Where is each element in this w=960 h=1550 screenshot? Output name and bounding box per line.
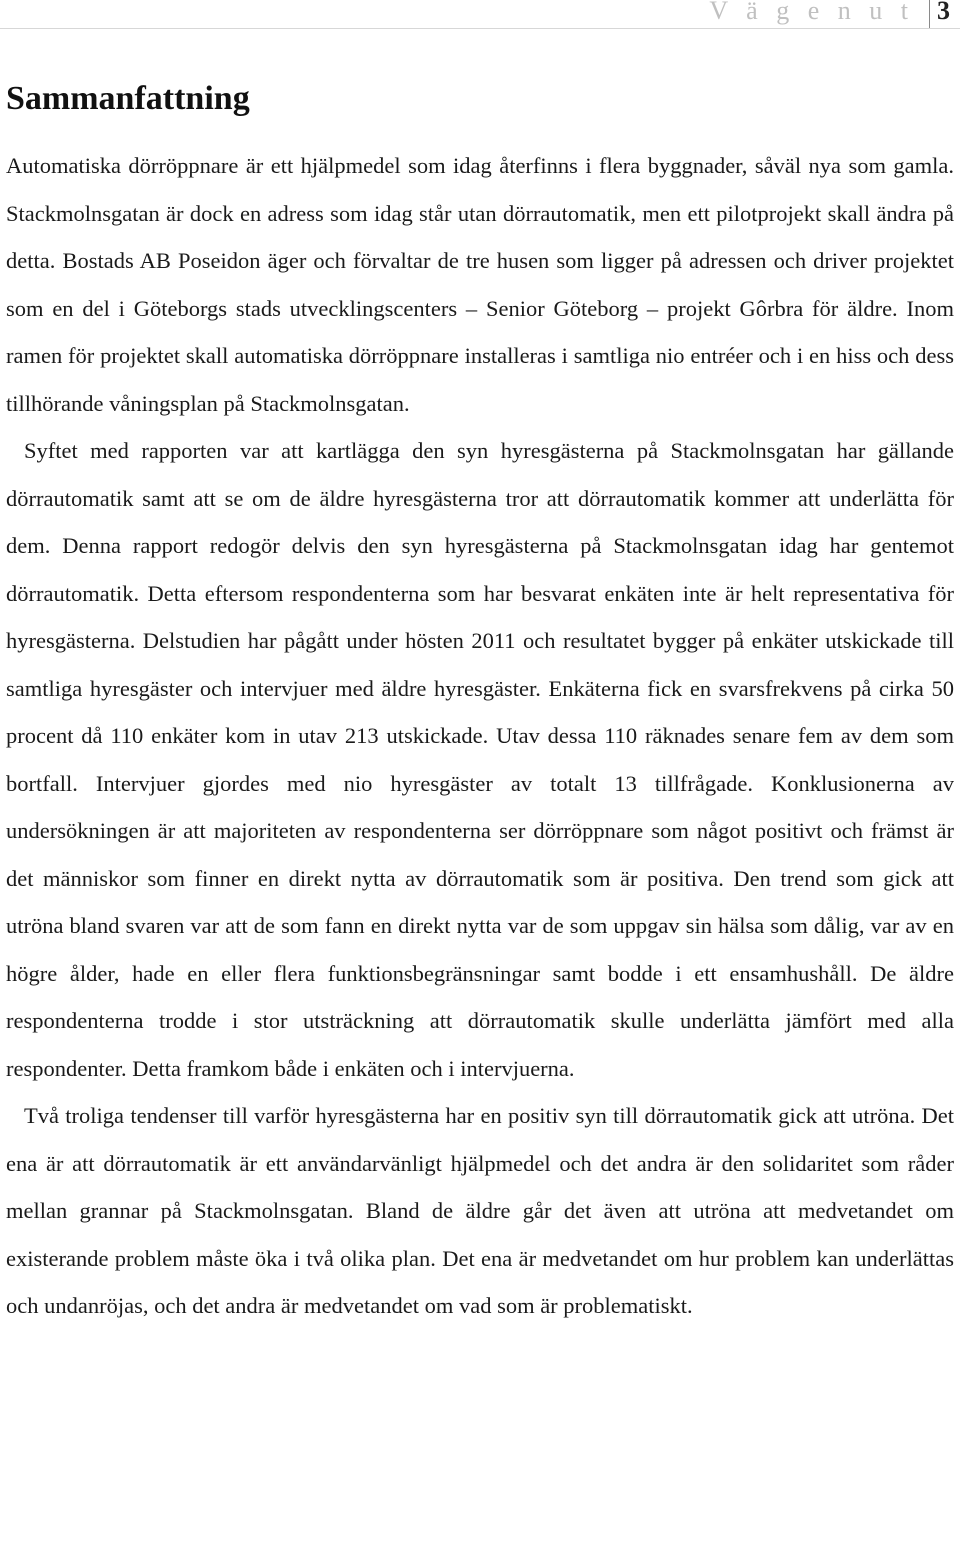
page-number: 3 (937, 0, 950, 25)
running-title: V ä g e n u t (709, 0, 914, 25)
paragraph-introduction: Automatiska dörröppnare är ett hjälpmedel som idag återfinns i flera byggnader, såväl nya som gamla. Stackmolnsgatan är dock en adress som idag står utan dörrautomatik, men ett pilotprojekt skall ändra på detta. Bostads AB Poseidon äger och förvaltar de tre husen som ligger på adressen och driver projektet som en del i Göteborgs stads utvecklingscenters – Senior Göteborg – projekt Gôrbra för äldre. Inom ramen för projektet skall automatiska dörröppnare installeras i samtliga nio entréer och i en hiss och dess tillhörande våningsplan på Stackmolnsgatan. (6, 153, 954, 416)
page-header (0, 0, 960, 29)
document-body (6, 72, 954, 1330)
header-divider (929, 0, 930, 28)
paragraph-purpose-and-results: Syftet med rapporten var att kartlägga den syn hyresgästerna på Stackmolnsgatan har gällande dörrautomatik samt att se om de äldre hyresgästerna tror att dörrautomatik kommer att underlätta för dem. Denna rapport redogör delvis den syn hyresgästerna på Stackmolnsgatan idag har gentemot dörrautomatik. Detta eftersom respondenterna som har besvarat enkäten inte är helt representativa för hyresgästerna. Delstudien har pågått under hösten 2011 och resultatet bygger på enkäter utskickade till samtliga hyresgäster och intervjuer med äldre hyresgäster. Enkäterna fick en svarsfrekvens på cirka 50 procent då 110 enkäter kom in utav 213 utskickade. Utav dessa 110 räknades senare fem av dem som bortfall. Intervjuer gjordes med nio hyresgäster av totalt 13 tillfrågade. Konklusionerna av undersökningen är att majoriteten av respondenterna ser dörröppnare som något positivt och främst är det människor som finner en direkt nytta av dörrautomatik som är positiva. Den trend som gick att utröna bland svaren var att de som fann en direkt nytta var de som uppgav sin hälsa som dålig, var av en högre ålder, hade en eller flera funktionsbegränsningar samt bodde i ett ensamhushåll. De äldre respondenterna trodde i stor utsträckning att dörrautomatik skulle underlätta jämfört med alla respondenter. Detta framkom både i enkäten och i intervjuerna. (6, 438, 954, 1081)
paragraph-tendencies: Två troliga tendenser till varför hyresgästerna har en positiv syn till dörrautomatik gick att utröna. Det ena är att dörrautomatik är ett användarvänligt hjälpmedel och det andra är den solidaritet som råder mellan grannar på Stackmolnsgatan. Bland de äldre går det även att utröna att medvetandet om existerande problem måste öka i två olika plan. Det ena är medvetandet om hur problem kan underlättas och undanröjas, och det andra är medvetandet om vad som är problematiskt. (6, 1103, 954, 1318)
section-title: Sammanfattning (6, 80, 250, 117)
